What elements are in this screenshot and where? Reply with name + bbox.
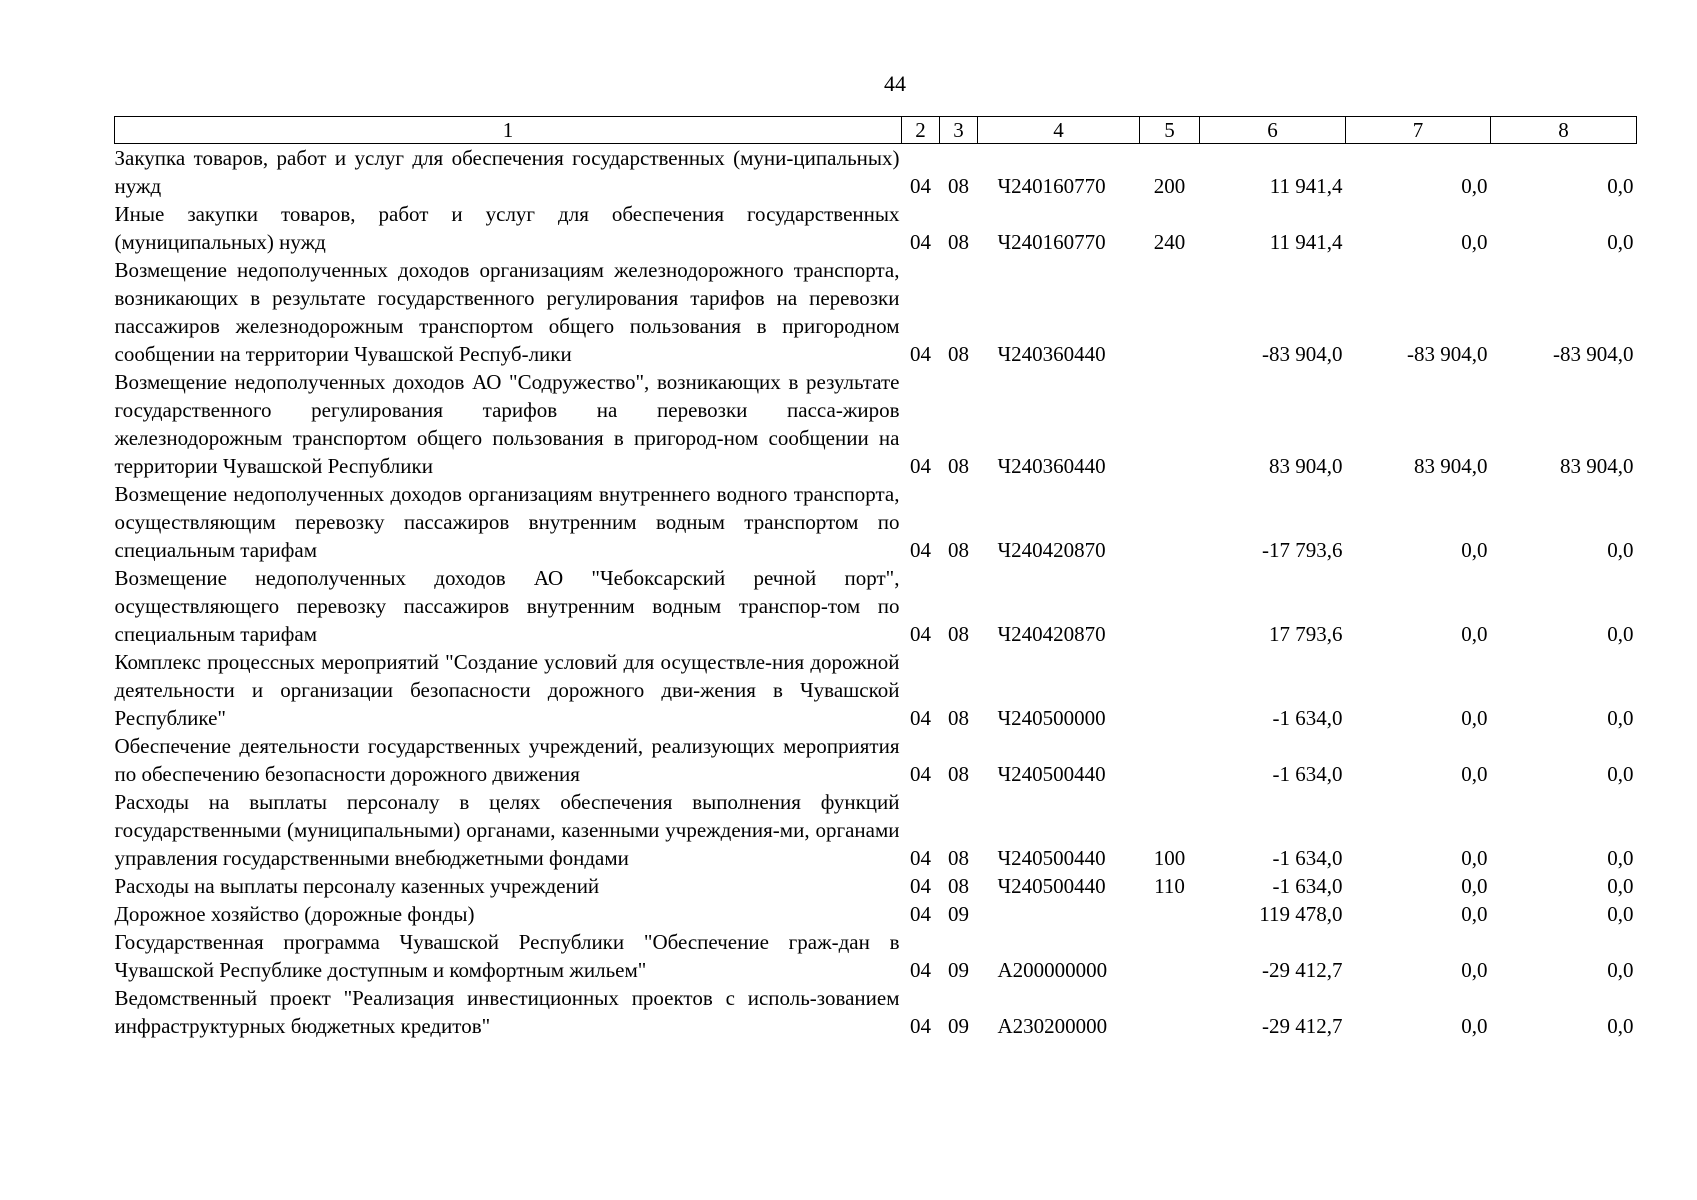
row-value-col8: 0,0 (1607, 1014, 1634, 1038)
row-subsection: 09 (948, 1014, 969, 1038)
row-value-col7: 83 904,0 (1414, 454, 1488, 478)
row-expense-type (1140, 732, 1200, 788)
row-value-col8: 0,0 (1607, 762, 1634, 786)
row-name: Ведомственный проект "Реализация инвестиционных проектов с исполь-зованием инфраструктурных бюджетных кредитов" (114, 986, 900, 1038)
row-target-code: Ч240420870 (997, 622, 1106, 646)
page-number: 44 (884, 71, 906, 96)
row-target-code: Ч240160770 (997, 230, 1106, 254)
row-value-col7: 0,0 (1461, 902, 1488, 926)
row-value-col6: -1 634,0 (1272, 706, 1343, 730)
table-row (115, 368, 1637, 480)
row-value-col7: -83 904,0 (1407, 342, 1488, 366)
row-expense-type: 110 (1154, 874, 1185, 898)
row-value-col7: 0,0 (1461, 174, 1488, 198)
row-value-col6: -29 412,7 (1262, 1014, 1343, 1038)
row-name: Возмещение недополученных доходов АО "Содружество", возникающих в результате государственного регулирования тарифов на перевозки пасса-жиров железнодорожным транспортом общего пользования в пригород-ном сообщении на территории Чувашской Республики (114, 370, 900, 478)
row-name: Расходы на выплаты персоналу казенных учреждений (114, 874, 600, 898)
column-header-1: 1 (115, 117, 902, 144)
table-row (115, 564, 1637, 648)
row-expense-type (1140, 480, 1200, 564)
row-target-code: Ч240500440 (997, 846, 1106, 870)
row-value-col6: -1 634,0 (1272, 846, 1343, 870)
row-name: Обеспечение деятельности государственных учреждений, реализующих мероприятия по обеспечению безопасности дорожного движения (114, 734, 900, 786)
row-target-code: Ч240360440 (997, 342, 1106, 366)
header-row (115, 117, 1637, 144)
row-expense-type (1140, 648, 1200, 732)
row-value-col8: 0,0 (1607, 174, 1634, 198)
row-target-code: Ч240500440 (997, 762, 1106, 786)
row-expense-type: 240 (1153, 230, 1186, 254)
row-target-code: Ч240500440 (997, 874, 1106, 898)
row-value-col8: 0,0 (1607, 902, 1634, 926)
row-target-code: А200000000 (997, 958, 1108, 982)
row-value-col8: -83 904,0 (1553, 342, 1634, 366)
row-value-col6: -17 793,6 (1262, 538, 1343, 562)
row-value-col6: -1 634,0 (1272, 874, 1343, 898)
row-subsection: 08 (948, 846, 969, 870)
row-expense-type (1140, 928, 1200, 984)
row-expense-type: 100 (1153, 846, 1186, 870)
row-value-col7: 0,0 (1461, 958, 1488, 982)
row-subsection: 08 (948, 174, 969, 198)
row-expense-type (1140, 900, 1200, 928)
row-subsection: 08 (948, 622, 969, 646)
row-value-col6: 11 941,4 (1269, 174, 1343, 198)
row-name: Возмещение недополученных доходов АО "Чебоксарский речной порт", осуществляющего перевозку пассажиров внутренним водным транспор-том по специальным тарифам (114, 566, 900, 646)
table-header (115, 117, 1637, 144)
table-row (115, 256, 1637, 368)
row-section: 04 (910, 1014, 931, 1038)
table-row (115, 900, 1637, 928)
row-value-col8: 0,0 (1607, 230, 1634, 254)
row-value-col6: -1 634,0 (1272, 762, 1343, 786)
row-section: 04 (910, 874, 931, 898)
column-header-4: 4 (978, 117, 1140, 144)
row-name: Закупка товаров, работ и услуг для обеспечения государственных (муни-ципальных) нужд (114, 146, 900, 198)
row-name: Государственная программа Чувашской Республики "Обеспечение граж-дан в Чувашской Республике доступным и комфортным жильем" (114, 930, 900, 982)
row-value-col7: 0,0 (1461, 538, 1488, 562)
row-value-col8: 0,0 (1607, 874, 1634, 898)
table-row (115, 872, 1637, 900)
row-section: 04 (910, 846, 931, 870)
row-value-col7: 0,0 (1461, 846, 1488, 870)
row-subsection: 08 (948, 230, 969, 254)
row-section: 04 (910, 454, 931, 478)
row-target-code: Ч240360440 (997, 454, 1106, 478)
row-section: 04 (910, 174, 931, 198)
table-row (115, 200, 1637, 256)
column-header-6: 6 (1200, 117, 1346, 144)
row-section: 04 (910, 230, 931, 254)
row-subsection: 08 (948, 342, 969, 366)
row-target-code: Ч240420870 (997, 538, 1106, 562)
row-name: Комплекс процессных мероприятий "Создание условий для осуществле-ния дорожной деятельности и организации безопасности дорожного дви-жения в Чувашской Республике" (114, 650, 900, 730)
row-expense-type: 200 (1153, 174, 1186, 198)
row-name: Возмещение недополученных доходов организациям внутреннего водного транспорта, осуществляющим перевозку пассажиров внутренним водным транспортом по специальным тарифам (114, 482, 900, 562)
table-row (115, 984, 1637, 1040)
row-name: Расходы на выплаты персоналу в целях обеспечения выполнения функций государственными (муниципальными) органами, казенными учреждения-ми, органами управления государственными внебюджетными фондами (114, 790, 900, 870)
row-target-code: Ч240160770 (997, 174, 1106, 198)
row-section: 04 (910, 706, 931, 730)
row-target-code: Ч240500000 (997, 706, 1106, 730)
row-value-col7: 0,0 (1461, 622, 1488, 646)
row-subsection: 08 (948, 454, 969, 478)
row-value-col7: 0,0 (1461, 706, 1488, 730)
column-header-2: 2 (902, 117, 940, 144)
row-target-code (978, 900, 1140, 928)
column-header-5: 5 (1140, 117, 1200, 144)
row-name: Иные закупки товаров, работ и услуг для обеспечения государственных (муниципальных) нужд (114, 202, 900, 254)
row-section: 04 (910, 762, 931, 786)
table-row (115, 732, 1637, 788)
row-value-col7: 0,0 (1461, 762, 1488, 786)
row-value-col8: 0,0 (1607, 622, 1634, 646)
row-value-col7: 0,0 (1461, 1014, 1488, 1038)
table-row (115, 648, 1637, 732)
row-value-col7: 0,0 (1461, 874, 1488, 898)
row-name: Дорожное хозяйство (дорожные фонды) (114, 902, 475, 926)
table-row (115, 480, 1637, 564)
row-value-col8: 0,0 (1607, 846, 1634, 870)
row-target-code: А230200000 (997, 1014, 1108, 1038)
row-expense-type (1140, 984, 1200, 1040)
column-header-3: 3 (940, 117, 978, 144)
row-section: 04 (910, 902, 931, 926)
row-value-col6: 119 478,0 (1259, 902, 1343, 926)
row-section: 04 (910, 958, 931, 982)
row-value-col6: -29 412,7 (1262, 958, 1343, 982)
row-section: 04 (910, 622, 931, 646)
table-body (115, 144, 1637, 1041)
row-value-col7: 0,0 (1461, 230, 1488, 254)
table-row (115, 788, 1637, 872)
row-subsection: 09 (948, 958, 969, 982)
row-name: Возмещение недополученных доходов организациям железнодорожного транспорта, возникающих в результате государственного регулирования тарифов на перевозки пассажиров железнодорожным транспортом общего пользования в пригородном сообщении на территории Чувашской Респуб-лики (114, 258, 900, 366)
row-value-col6: -83 904,0 (1262, 342, 1343, 366)
row-section: 04 (910, 342, 931, 366)
budget-table (114, 116, 1637, 1040)
row-value-col8: 83 904,0 (1560, 454, 1634, 478)
table-row (115, 144, 1637, 201)
row-expense-type (1140, 256, 1200, 368)
row-subsection: 08 (948, 706, 969, 730)
row-subsection: 08 (948, 874, 969, 898)
column-header-8: 8 (1491, 117, 1637, 144)
row-value-col6: 11 941,4 (1269, 230, 1343, 254)
row-subsection: 09 (948, 902, 969, 926)
row-section: 04 (910, 538, 931, 562)
column-header-7: 7 (1346, 117, 1491, 144)
row-value-col6: 17 793,6 (1269, 622, 1343, 646)
row-expense-type (1140, 368, 1200, 480)
row-value-col8: 0,0 (1607, 958, 1634, 982)
row-value-col6: 83 904,0 (1269, 454, 1343, 478)
table-row (115, 928, 1637, 984)
row-subsection: 08 (948, 762, 969, 786)
row-subsection: 08 (948, 538, 969, 562)
row-value-col8: 0,0 (1607, 538, 1634, 562)
row-expense-type (1140, 564, 1200, 648)
row-value-col8: 0,0 (1607, 706, 1634, 730)
